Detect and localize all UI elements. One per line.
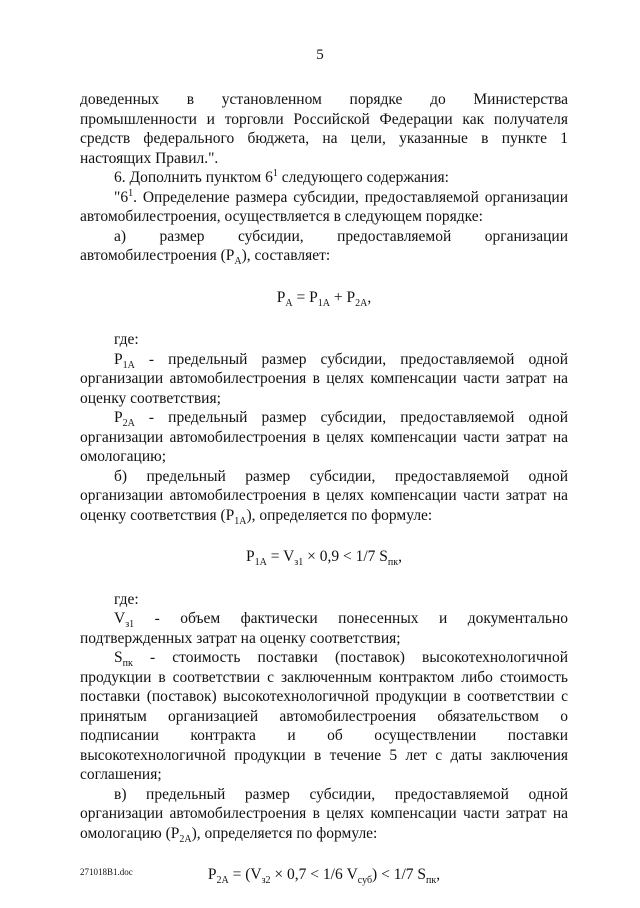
file-name-footer: 271018B1.doc	[80, 867, 133, 877]
paragraph-subitem-c: в) предельный размер субсидии, предоставляемой одной организации автомобилестроения в целях компенсации части затрат на омологацию $(P_{2A})$, определяется по формуле:	[80, 785, 568, 845]
text: следующего содержания:	[277, 169, 449, 186]
where-label: где:	[114, 590, 139, 608]
paragraph-subitem-a	[80, 227, 568, 266]
paragraph-subitem-b: б) предельный размер субсидии, предоставляемой одной организации автомобилестроения в целях компенсации части затрат на оценку соответствия $(P_{1A})$, определяется по формуле:	[80, 467, 568, 527]
paragraph-item-6	[80, 168, 568, 188]
definition-spk: $S_{пк}$ - стоимость поставки (поставок) высокотехнологичной продукции в соответствии с заключенным контрактом либо стоимость поставки (поставок) высокотехнологичной продукции в соответствии с принятым организацией автомобилестроения обязательством о подписании контракта и об осуществлении поставки высокотехнологичной продукции в течение 5 лет с даты заключения соглашения;	[80, 649, 568, 783]
page-number: 5	[316, 47, 324, 63]
text: а) размер субсидии, предоставляемой организации автомобилестроения (P	[80, 227, 568, 264]
paragraph-continuation: доведенных в установленном порядке до Министерства промышленности и торговли Российской Федерации как получателя средств федерального бюджета, на цели, указанные в пункте 1 настоящих Правил.".	[80, 91, 568, 167]
text: 6. Дополнить пунктом 6	[114, 169, 273, 186]
superscript: 1	[272, 167, 278, 179]
formula-p1a: $P_{1A} = V_{з1} \times 0,9 < 1/7$ $S_{пк}$,	[246, 548, 402, 569]
formula-p2a: $P_{2A} = (V_{з2} \times 0,7 < 1/6$ $V_{суб}) < 1/7$ $S_{пк}$,	[207, 866, 441, 887]
document-body	[80, 90, 568, 908]
text: ), составляет:	[241, 247, 331, 264]
definition-vz1: $V_{з1}$ - объем фактически понесенных и документально подтвержденных затрат на оценку соответствия;	[80, 610, 568, 647]
where-label: где:	[114, 331, 139, 348]
definition-p1a: $P_{1A}$ - предельный размер субсидии, предоставляемой одной организации автомобилестроения в целях компенсации части затрат на оценку соответствия;	[80, 350, 568, 407]
text: . Определение размера субсидии, предоставляемой организации автомобилестроения, осуществляется в следующем порядке:	[80, 188, 568, 225]
paragraph-item-6-1	[80, 188, 568, 227]
text: "6	[114, 188, 129, 206]
superscript: 1	[128, 187, 134, 199]
formula-total-subsidy: $P_A = P_{1A} + P_{2A}$,	[276, 288, 372, 309]
subscript: A	[234, 256, 242, 268]
definition-p2a: $P_{2A}$ - предельный размер субсидии, предоставляемой одной организации автомобилестроения в целях компенсации части затрат на омологацию;	[80, 409, 568, 465]
